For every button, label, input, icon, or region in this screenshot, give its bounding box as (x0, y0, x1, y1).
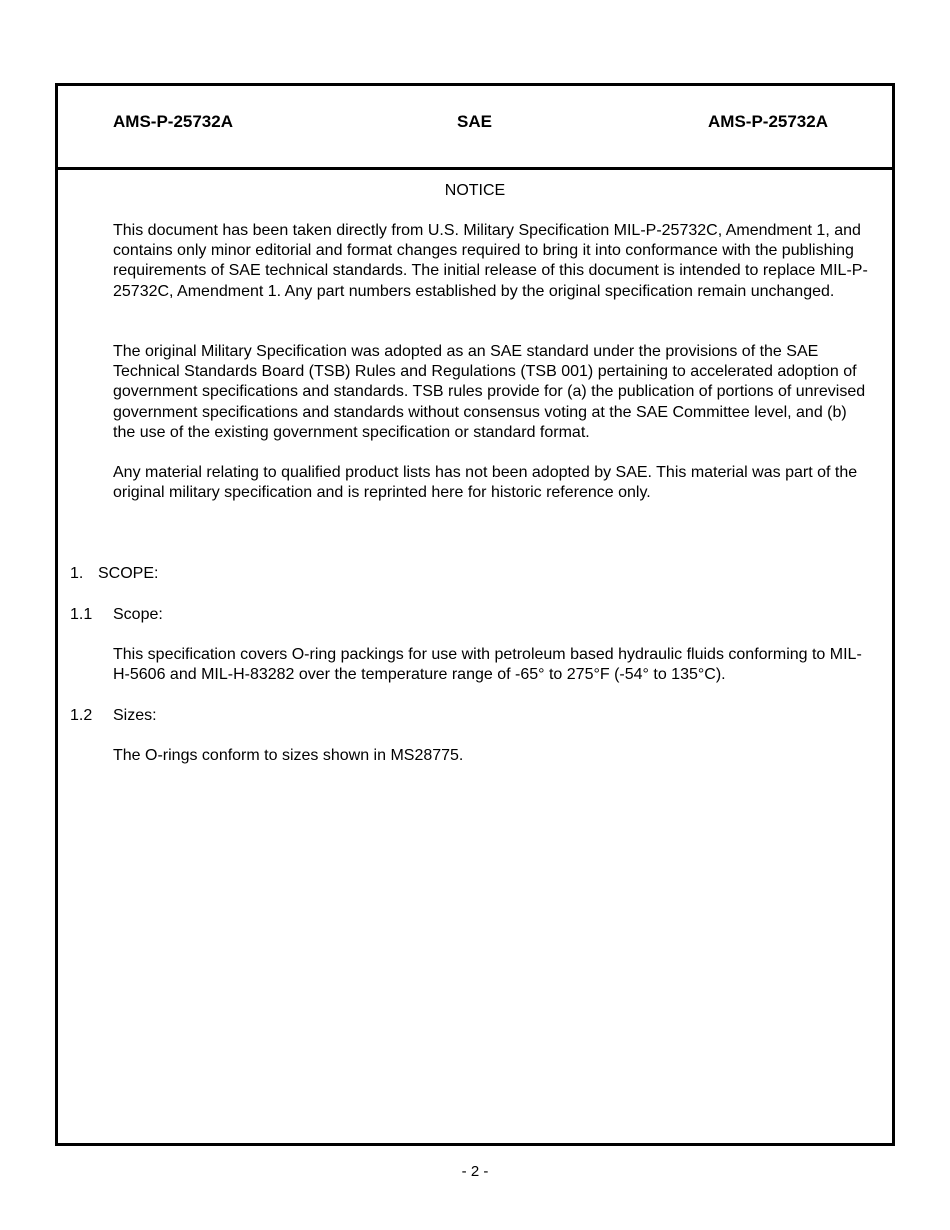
section-1-2-body: The O-rings conform to sizes shown in MS28775. (113, 747, 464, 764)
section-1-1-body: This specification covers O-ring packings for use with petroleum based hydraulic fluids conforming to MIL-H-5606 and MIL-H-83282 over the temperature range of -65° to 275°F (-54° to 135°C). (113, 646, 862, 684)
page-number: - 2 - (461, 1163, 489, 1180)
notice-paragraph-2: The original Military Specification was adopted as an SAE standard under the provisions of the SAE Technical Standards Board (TSB) Rules and Regulations (TSB 001) pertaining to accelerated adoption of government specifications and standards. TSB rules provide for (a) the publication of portions of unrevised government specifications and standards without consensus voting at the SAE Committee level, and (b) the use of the existing government specification or standard format. (113, 343, 866, 441)
notice-paragraph-3: Any material relating to qualified product lists has not been adopted by SAE. This material was part of the original military specification and is reprinted here for historic reference only. (113, 464, 858, 502)
document-header (58, 86, 892, 170)
section-1-1-number: 1.1 (70, 606, 93, 623)
section-1-1-title: Scope: (113, 606, 163, 623)
section-1-2-number: 1.2 (70, 707, 93, 724)
header-doc-id-right: AMS-P-25732A (708, 112, 828, 131)
section-1-number: 1. (70, 565, 84, 582)
section-1-title: SCOPE: (98, 565, 159, 582)
page-frame (55, 83, 895, 1146)
header-publisher: SAE (457, 112, 492, 131)
notice-paragraph-1: This document has been taken directly from U.S. Military Specification MIL-P-25732C, Amendment 1, and contains only minor editorial and format changes required to bring it into conformance with the publishing requirements of SAE technical standards. The initial release of this document is intended to replace MIL-P-25732C, Amendment 1. Any part numbers established by the original specification remain unchanged. (113, 222, 868, 300)
notice-title: NOTICE (444, 182, 506, 199)
section-1-2-title: Sizes: (113, 707, 157, 724)
header-doc-id-left: AMS-P-25732A (113, 112, 233, 131)
